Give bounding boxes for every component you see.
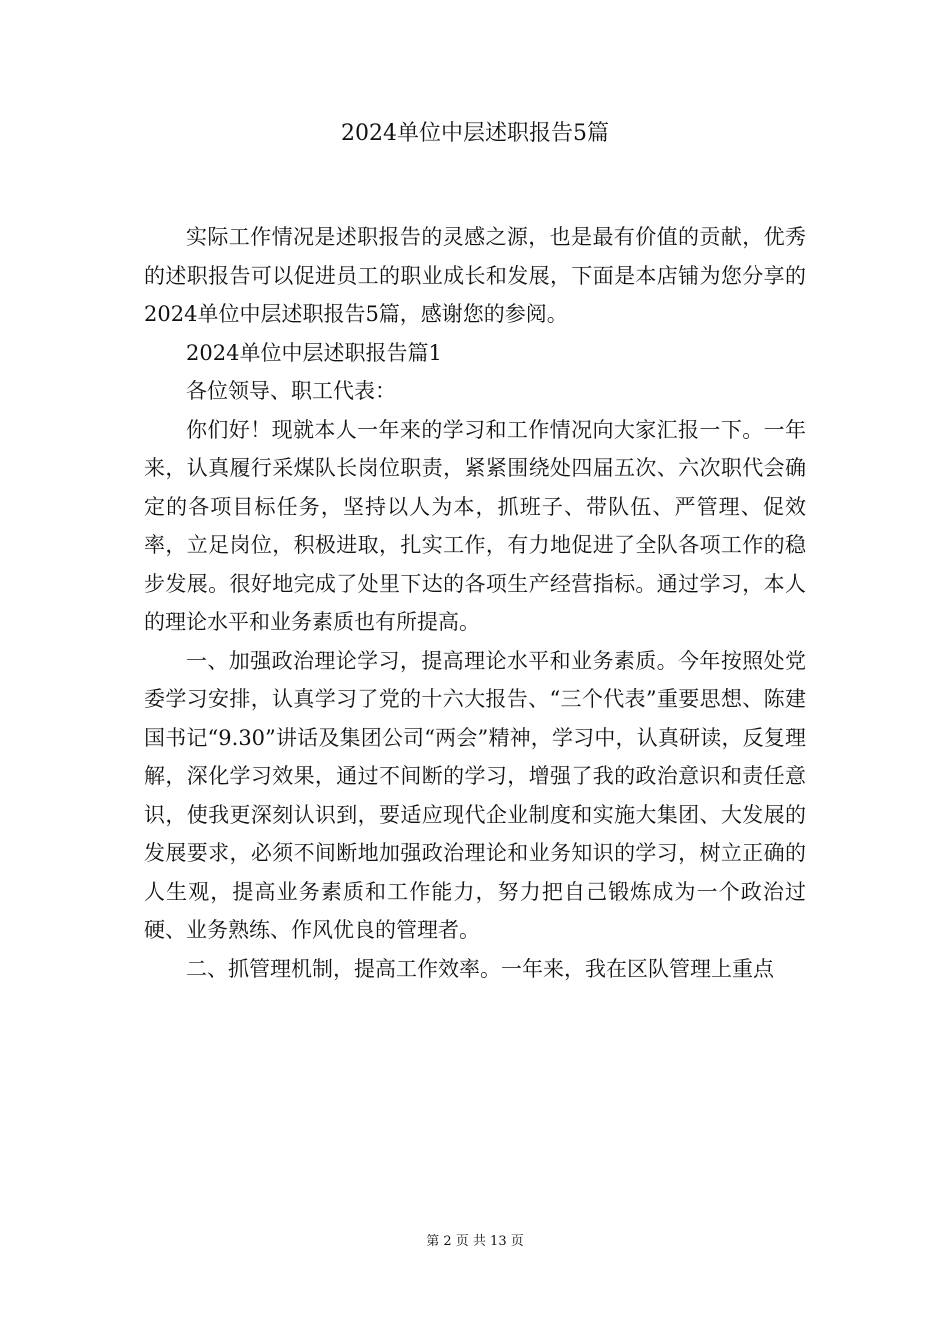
- document-body: [144, 218, 806, 988]
- document-title: 2024单位中层述职报告5篇: [341, 121, 609, 146]
- page-number-footer: 第 2 页 共 13 页: [426, 1234, 524, 1249]
- body-paragraph: 你们好！现就本人一年来的学习和工作情况向大家汇报一下。一年来，认真履行采煤队长岗位职责，紧紧围绕处四届五次、六次职代会确定的各项目标任务，坚持以人为本，抓班子、带队伍、严管理、促效率，立足岗位，积极进取，扎实工作，有力地促进了全队各项工作的稳步发展。很好地完成了处里下达的各项生产经营指标。通过学习，本人的理论水平和业务素质也有所提高。: [144, 417, 806, 634]
- body-paragraph: 一、加强政治理论学习，提高理论水平和业务素质。今年按照处党委学习安排，认真学习了党的十六大报告、“三个代表”重要思想、陈建国书记“9.30”讲话及集团公司“两会”精神，学习中，认真研读，反复理解，深化学习效果，通过不间断的学习，增强了我的政治意识和责任意识，使我更深刻认识到，要适应现代企业制度和实施大集团、大发展的发展要求，必须不间断地加强政治理论和业务知识的学习，树立正确的人生观，提高业务素质和工作能力，努力把自己锻炼成为一个政治过硬、业务熟练、作风优良的管理者。: [144, 648, 806, 942]
- intro-paragraph: 实际工作情况是述职报告的灵感之源，也是最有价值的贡献，优秀的述职报告可以促进员工的职业成长和发展，下面是本店铺为您分享的2024单位中层述职报告5篇，感谢您的参阅。: [144, 225, 806, 326]
- salutation: 各位领导、职工代表：: [186, 379, 396, 403]
- body-paragraph: 二、抓管理机制，提高工作效率。一年来，我在区队管理上重点: [186, 956, 774, 981]
- section-heading: 2024单位中层述职报告篇1: [186, 340, 442, 365]
